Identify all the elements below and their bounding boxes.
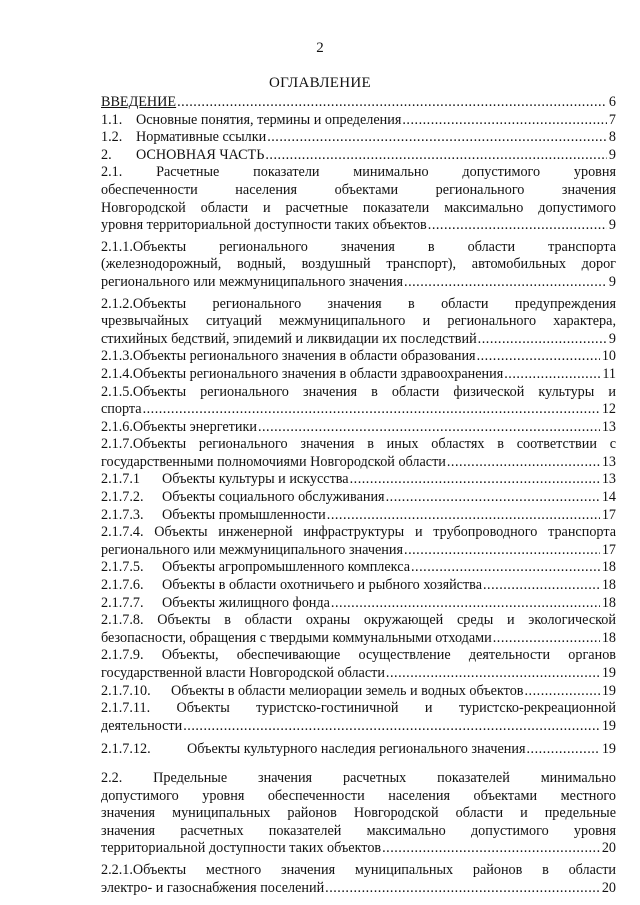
toc-entry-page: 12	[601, 401, 616, 418]
toc-entry-text: деятельности	[101, 717, 183, 734]
toc-entry-1-1[interactable]	[101, 112, 616, 130]
toc-entry-page: 18	[601, 629, 616, 646]
toc-entry-line: значения расчетных показателей максимально допустимого уровня	[101, 822, 616, 839]
toc-entry-number: 1.1.	[101, 111, 123, 128]
toc-entry-line: обеспеченности населения объектами регионального значения	[101, 181, 616, 198]
toc-entry-line: допустимого уровня обеспеченности населения объектами местного	[101, 787, 616, 804]
toc-entry-text: ОСНОВНАЯ ЧАСТЬ	[136, 146, 265, 163]
toc-entry-text: государственной власти Новгородской области	[101, 665, 385, 681]
toc-entry-2-1-3[interactable]	[101, 348, 616, 366]
toc-entry-2-1-7-2[interactable]	[101, 489, 616, 507]
toc-entry-page: 18	[601, 559, 616, 576]
toc-entry-page: 17	[601, 506, 616, 523]
toc-entry-page: 9	[608, 217, 616, 234]
toc-entry-text: Объекты культуры и искусства	[162, 471, 349, 488]
toc-entry-number: 1.2.	[101, 129, 123, 146]
toc-entry-page: 9	[608, 330, 616, 347]
toc-entry-line: 2.1.7.8. Объекты в области охраны окружающей среды и экологической	[101, 612, 616, 629]
toc-entry-2-1-5[interactable]	[101, 384, 616, 419]
toc-entry-2-1-7-9[interactable]	[101, 647, 616, 682]
toc-entry-line: (железнодорожный, водный, воздушный транспорт), автомобильных дорог	[101, 256, 616, 273]
toc-entry-text: Нормативные ссылки	[136, 129, 267, 146]
toc-entry-number: 2.1.7.6.	[101, 577, 144, 594]
toc-entry-text: стихийных бедствий, эпидемий и ликвидации их последствий	[101, 330, 477, 347]
toc-entry-page: 13	[601, 453, 616, 470]
toc-entry-text: 2.1.6.Объекты энергетики	[101, 418, 257, 435]
toc-entry-page: 19	[601, 682, 616, 699]
toc-title: ОГЛАВЛЕНИЕ	[269, 75, 371, 91]
toc-entry-page: 7	[608, 111, 616, 128]
toc-entry-2-1-7-12[interactable]	[101, 741, 616, 759]
toc-entry-line: 2.1. Расчетные показатели минимально допустимого уровня	[101, 164, 616, 181]
toc-entry-2-1-7-3[interactable]	[101, 507, 616, 525]
toc-entry-2-1-7-1[interactable]	[101, 471, 616, 489]
toc-entry-text: государственными полномочиями Новгородской области	[101, 453, 446, 470]
toc-entry-number: 2.1.7.3.	[101, 506, 144, 523]
toc-entry-page: 13	[601, 418, 616, 435]
toc-entry-2-2[interactable]	[101, 770, 616, 858]
toc-entry-2-1-7-8[interactable]	[101, 612, 616, 647]
toc-entry-page: 18	[601, 594, 616, 611]
toc-entry-line: 2.1.1.Объекты регионального значения в области транспорта	[101, 238, 616, 255]
toc-entry-number: 2.1.7.10.	[101, 682, 151, 699]
toc-entry-text: регионального или межмуниципального значения	[101, 273, 404, 290]
toc-entry-line: 2.2. Предельные значения расчетных показателей минимально	[101, 769, 616, 786]
toc-entry-page: 9	[608, 273, 616, 290]
toc-entry-2-1-7-10[interactable]	[101, 683, 616, 701]
toc-entry-2-1-7[interactable]	[101, 436, 616, 471]
toc-entry-text: уровня территориальной доступности таких объектов	[101, 217, 427, 234]
toc-entry-text: спорта	[101, 401, 142, 418]
toc-entry-1-2[interactable]	[101, 129, 616, 147]
toc-entry-page: 17	[601, 541, 616, 558]
toc-entry-page: 14	[601, 489, 616, 506]
toc-entry-number: 2.1.7.5.	[101, 559, 144, 576]
toc-entry-line: 2.1.7.11. Объекты туристско-гостиничной и туристско-рекреационной	[101, 700, 616, 717]
toc-entry-line: 2.1.7.9. Объекты, обеспечивающие осуществление деятельности органов	[101, 647, 616, 664]
toc-entry-2-1-7-6[interactable]	[101, 577, 616, 595]
toc-entry-2-2-1[interactable]	[101, 862, 616, 897]
toc-entry-line: чрезвычайных ситуаций межмуниципального и регионального характера,	[101, 313, 616, 330]
toc-entry-text: Объекты в области охотничьего и рыбного хозяйства	[162, 577, 482, 594]
toc-entry-text: Объекты жилищного фонда	[162, 594, 330, 611]
toc-entry-text: Объекты в области мелиорации земель и водных объектов	[171, 682, 524, 699]
toc-entry-2-1-2[interactable]	[101, 296, 616, 349]
toc-entry-text: Основные понятия, термины и определения	[136, 111, 402, 128]
toc-entry-text: 2.1.3.Объекты регионального значения в области образования	[101, 348, 476, 365]
page-number: 2	[316, 40, 324, 56]
toc-entry-number: 2.	[101, 146, 112, 163]
toc-entry-page: 19	[601, 741, 616, 758]
toc-entry-2-1-7-4[interactable]	[101, 524, 616, 559]
toc-entry-line: Новгородской области и расчетные показатели максимально допустимого	[101, 199, 616, 216]
toc-entry-text: Объекты промышленности	[162, 506, 326, 523]
toc-entry-page: 20	[601, 840, 616, 857]
toc-entry-text: Объекты социального обслуживания	[162, 489, 385, 506]
toc-entry-text: ВВЕДЕНИЕ	[101, 94, 177, 110]
toc-entry-page: 19	[601, 665, 616, 681]
toc-entry-number: 2.1.7.7.	[101, 594, 144, 611]
toc-entry-introduction[interactable]	[101, 94, 616, 112]
toc-entry-text: Объекты культурного наследия регионального значения	[187, 741, 526, 758]
toc-entry-number: 2.1.7.2.	[101, 489, 144, 506]
toc-entry-2-1-7-7[interactable]	[101, 595, 616, 613]
toc-entry-page: 11	[602, 365, 616, 382]
toc-entry-2-1-6[interactable]	[101, 419, 616, 437]
toc-entry-page: 13	[601, 471, 616, 488]
toc-entry-line: 2.1.7.4. Объекты инженерной инфраструктуры и трубопроводного транспорта	[101, 524, 616, 541]
table-of-contents	[101, 94, 616, 897]
toc-entry-page: 19	[601, 717, 616, 734]
toc-entry-line: 2.1.7.Объекты регионального значения в иных областях в соответствии с	[101, 436, 616, 453]
toc-entry-2-1-7-5[interactable]	[101, 559, 616, 577]
toc-entry-number: 2.1.7.1	[101, 471, 141, 488]
toc-entry-page: 18	[601, 577, 616, 594]
toc-entry-text: регионального или межмуниципального значения	[101, 541, 404, 558]
toc-entry-2-1-4[interactable]	[101, 366, 616, 384]
toc-entry-2-1-1[interactable]	[101, 239, 616, 292]
toc-entry-2-1[interactable]	[101, 164, 616, 234]
toc-entry-text: 2.1.4.Объекты регионального значения в области здравоохранения	[101, 365, 504, 382]
toc-entry-page: 9	[608, 146, 616, 163]
toc-entry-line: 2.1.5.Объекты регионального значения в области физической культуры и	[101, 383, 616, 400]
toc-entry-number: 2.1.7.12.	[101, 741, 151, 758]
toc-entry-line: 2.2.1.Объекты местного значения муниципальных районов в области	[101, 861, 616, 878]
toc-entry-page: 20	[601, 879, 616, 896]
toc-entry-text: безопасности, обращения с твердыми коммунальными отходами	[101, 629, 492, 646]
toc-entry-2-1-7-11[interactable]	[101, 700, 616, 735]
toc-entry-page: 10	[601, 348, 616, 365]
toc-entry-text: территориальной доступности таких объектов	[101, 840, 382, 857]
toc-entry-text: электро- и газоснабжения поселений	[101, 879, 325, 896]
toc-entry-page: 8	[608, 129, 616, 146]
toc-entry-line: значения муниципальных районов Новгородской области и предельные	[101, 805, 616, 822]
toc-entry-2[interactable]	[101, 147, 616, 165]
toc-entry-line: 2.1.2.Объекты регионального значения в области предупреждения	[101, 295, 616, 312]
toc-entry-page: 6	[608, 94, 616, 110]
toc-entry-text: Объекты агропромышленного комплекса	[162, 559, 410, 576]
